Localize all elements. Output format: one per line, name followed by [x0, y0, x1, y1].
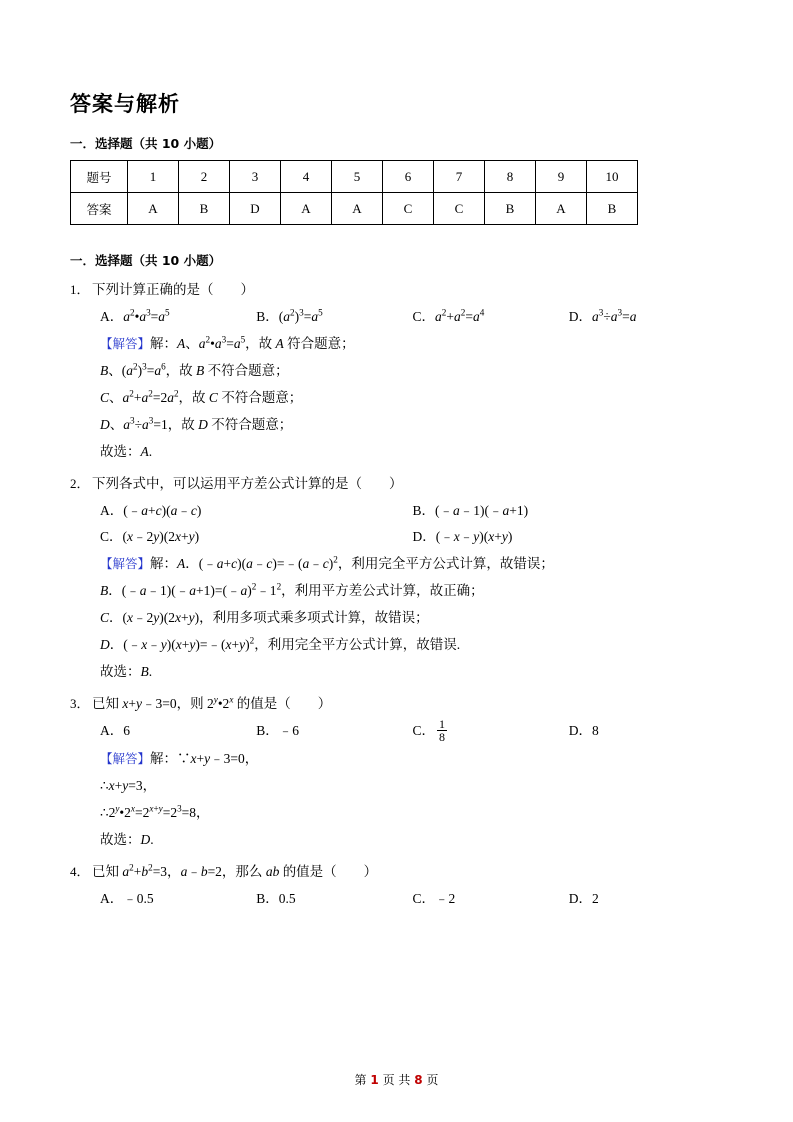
question-number: 3．	[70, 696, 90, 711]
question-stem: 下列计算正确的是（ ）	[92, 282, 254, 297]
question-stem: 已知 $a^2+b^2=3$，a﹣b=2，那么 ab 的值是（ ）	[92, 862, 378, 879]
solution-line: 故选：A.	[100, 444, 153, 459]
question-stem-row	[70, 471, 725, 496]
solution-line: 【解答】解：∵x+y﹣3=0，	[100, 751, 259, 766]
option-a: A．6	[100, 723, 130, 738]
answer-cell: A	[281, 193, 332, 225]
question-number-cell: 8	[485, 161, 536, 193]
answer-cell: C	[434, 193, 485, 225]
section-heading-1: 一．选择题（共 10 小题）	[70, 136, 222, 151]
question-block-4	[70, 859, 725, 912]
solution-line: D．$(﹣x﹣y)(x+y)=﹣(x+y)^2$，利用完全平方公式计算，故错误.	[100, 635, 461, 652]
solution-line: B、$(a^2)^3=a^6$，故 B 不符合题意；	[100, 361, 289, 378]
option-a: A．﹣0.5	[100, 891, 154, 906]
question-stem-row	[70, 691, 725, 716]
option-c: C．$a^2+a^2=a^4$	[412, 307, 485, 324]
footer-prefix: 第	[354, 1073, 367, 1087]
option-a: A．(﹣a+c)(a﹣c)	[100, 503, 202, 518]
fraction-one-eighth: $\frac{1}{8}$	[439, 716, 446, 745]
page-title: 答案与解析	[70, 92, 180, 116]
option-d: D．2	[568, 891, 599, 906]
table-row	[71, 161, 638, 193]
answer-cell: D	[230, 193, 281, 225]
solution-line: C．(x﹣2y)(2x+y)，利用多项式乘多项式计算，故错误；	[100, 610, 429, 625]
solution-line: C、$a^2+a^2=2a^2$，故 C 不符合题意；	[100, 388, 303, 405]
answer-cell: A	[536, 193, 587, 225]
solution-line: 故选：B.	[100, 664, 153, 679]
solution-line: 故选：D.	[100, 832, 154, 847]
question-stem-row	[70, 859, 725, 884]
option-b: B．0.5	[256, 891, 296, 906]
question-number-cell: 6	[383, 161, 434, 193]
question-block-3	[70, 691, 725, 853]
solution-tag: 【解答】	[100, 336, 151, 351]
footer-middle: 页 共	[382, 1073, 411, 1087]
section-heading-2: 一．选择题（共 10 小题）	[70, 253, 222, 268]
answer-cell: B	[179, 193, 230, 225]
question-stem: 已知 x+y﹣3=0，则 2$^y$•2$^x$ 的值是（ ）	[92, 694, 332, 711]
solution-line: B．$(﹣a﹣1)(﹣a+1)=(﹣a)^2﹣1^2$，利用平方差公式计算，故正确；	[100, 581, 484, 598]
question-stem: 下列各式中，可以运用平方差公式计算的是（ ）	[92, 476, 403, 491]
question-block-2	[70, 471, 725, 685]
solution-line: D、$a^3\div a^3=1$，故 D 不符合题意；	[100, 415, 293, 432]
solution-line: $\therefore 2^y•2^x=2^{x+y}=2^3=8$，	[100, 803, 210, 820]
option-d: D．$a^3\div a^3=a$	[568, 307, 637, 324]
solution-tag: 【解答】	[100, 751, 151, 766]
option-c: C．﹣2	[412, 891, 456, 906]
option-c: C．(x﹣2y)(2x+y)	[100, 529, 200, 544]
question-number: 4．	[70, 864, 90, 879]
footer-page-number: 1	[370, 1073, 379, 1087]
option-b: B．$(a^2)^3=a^5$	[256, 307, 323, 324]
answer-cell: A	[332, 193, 383, 225]
table-row	[71, 193, 638, 225]
answer-cell: B	[485, 193, 536, 225]
option-row	[100, 304, 725, 330]
question-number-cell: 1	[128, 161, 179, 193]
question-number: 2．	[70, 476, 90, 491]
question-block-1	[70, 277, 725, 465]
option-b: B．﹣6	[256, 723, 300, 738]
question-number-cell: 9	[536, 161, 587, 193]
document-body	[70, 88, 725, 916]
footer-suffix: 页	[426, 1073, 439, 1087]
page-footer	[0, 1071, 793, 1088]
question-number-cell: 5	[332, 161, 383, 193]
option-c: C． $\frac{1}{8}$	[412, 716, 446, 745]
solution-line: ∴x+y=3，	[100, 778, 157, 793]
question-number-cell: 4	[281, 161, 332, 193]
option-row	[100, 886, 725, 912]
option-row	[100, 524, 725, 550]
row-label-number: 题号	[71, 161, 128, 193]
question-number: 1．	[70, 282, 90, 297]
question-number-cell: 3	[230, 161, 281, 193]
answer-cell: A	[128, 193, 179, 225]
option-row	[100, 498, 725, 524]
answer-cell: B	[587, 193, 638, 225]
option-row	[100, 718, 725, 745]
question-stem-row	[70, 277, 725, 302]
question-number-cell: 10	[587, 161, 638, 193]
option-b: B．(﹣a﹣1)(﹣a+1)	[412, 503, 529, 518]
footer-total-pages: 8	[414, 1073, 423, 1087]
row-label-answer: 答案	[71, 193, 128, 225]
solution-line: 【解答】解：A、$a^2•a^3=a^5$，故 A 符合题意；	[100, 334, 355, 351]
option-a: A．$a^2•a^3=a^5$	[100, 307, 170, 324]
option-d: D．8	[568, 723, 599, 738]
answer-key-table	[70, 160, 638, 225]
solution-line: 【解答】解：A．(﹣a+c)(a﹣c)=﹣(a﹣c)$^2$，利用完全平方公式计算，故错误；	[100, 554, 554, 571]
solution-tag: 【解答】	[100, 556, 151, 571]
answer-cell: C	[383, 193, 434, 225]
question-number-cell: 2	[179, 161, 230, 193]
option-d: D．(﹣x﹣y)(x+y)	[412, 529, 513, 544]
question-number-cell: 7	[434, 161, 485, 193]
